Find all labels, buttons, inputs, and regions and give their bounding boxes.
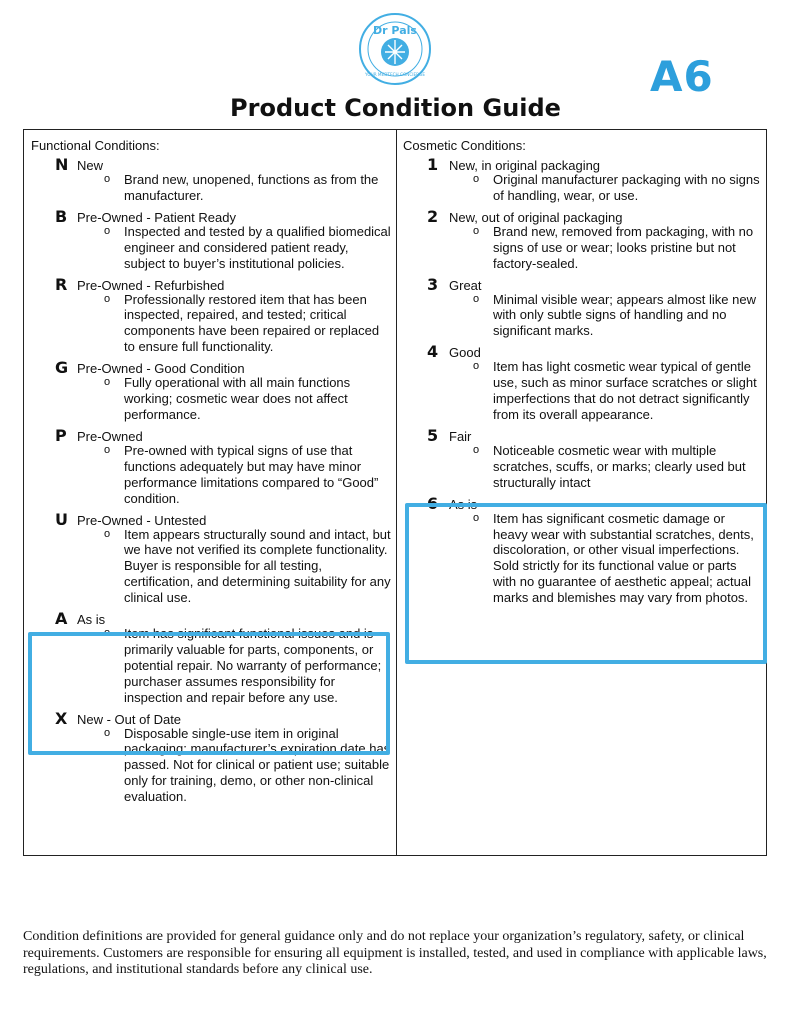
code-letter-text: G — [55, 358, 69, 378]
cosmetic-entry-1 — [403, 155, 763, 204]
cosmetic-entry-5 — [403, 426, 763, 491]
condition-code-letter — [31, 155, 77, 174]
condition-description — [473, 172, 765, 204]
condition-label: New, in original packaging — [449, 158, 601, 173]
description-text: Minimal visible wear; appears almost like new with only subtle signs of handling and no significant marks. — [493, 291, 756, 339]
bullet-icon: o — [473, 360, 480, 373]
logo-text: Dr Pals — [373, 24, 417, 37]
condition-description — [104, 442, 394, 507]
bullet-icon: o — [473, 224, 480, 237]
functional-entry-b — [31, 207, 389, 272]
condition-description — [104, 172, 394, 204]
entry-head — [403, 155, 763, 172]
description-text: Item has significant cosmetic damage or heavy wear with substantial scratches, dents, discoloration, or other visual imperfections. Sold strictly for its functional value or parts with no guarantee of aesthetic appeal; actual marks and blemishes may vary from photos. — [493, 510, 754, 606]
functional-entry-g — [31, 358, 389, 423]
entry-head — [403, 342, 763, 362]
condition-label: New - Out of Date — [77, 711, 182, 727]
condition-label: Pre-Owned - Good Condition — [77, 361, 245, 377]
condition-description — [473, 442, 765, 491]
condition-code-letter — [403, 342, 449, 361]
condition-code-letter — [31, 609, 77, 628]
bullet-icon: o — [473, 173, 480, 185]
condition-label: Great — [449, 277, 482, 293]
entry-head — [403, 207, 763, 224]
entry-head — [31, 609, 389, 629]
entry-head — [31, 207, 389, 224]
condition-description — [473, 359, 765, 423]
condition-label: Good — [449, 345, 481, 361]
condition-description — [104, 291, 394, 356]
code-letter-text: A — [55, 609, 68, 629]
condition-label: As is — [77, 612, 106, 628]
entry-head — [31, 275, 389, 292]
dr-pals-logo — [358, 12, 432, 86]
code-letter-text: R — [55, 274, 68, 294]
bullet-icon: o — [104, 376, 111, 389]
cosmetic-heading: Cosmetic Conditions: — [403, 138, 526, 153]
condition-description — [473, 291, 765, 340]
condition-label: New — [77, 158, 104, 173]
functional-highlight-box — [28, 632, 390, 755]
condition-description — [473, 223, 765, 272]
condition-description — [104, 223, 394, 272]
bullet-icon: o — [104, 292, 111, 305]
code-letter-text: N — [55, 155, 69, 174]
entry-head — [31, 358, 389, 378]
functional-entry-r — [31, 275, 389, 356]
description-text: Pre-owned with typical signs of use that functions adequately but may have minor performance limitations compared to “Good” condition. — [124, 442, 379, 506]
condition-code-letter — [31, 510, 77, 529]
functional-entry-p — [31, 426, 389, 507]
code-letter-text: 3 — [427, 274, 439, 294]
functional-entry-u — [31, 510, 389, 607]
bullet-icon: o — [104, 726, 111, 739]
condition-description — [104, 526, 394, 607]
condition-description — [104, 375, 394, 423]
bullet-icon: o — [104, 224, 111, 237]
code-letter-text: 5 — [427, 425, 439, 445]
condition-code-letter — [31, 207, 77, 226]
description-text: Brand new, removed from packaging, with no signs of use or wear; looks pristine but not factory-sealed. — [493, 223, 754, 271]
description-text: Item has light cosmetic wear typical of gentle use, such as minor surface scratches or slight imperfections that do not detract significantly from its overall appearance. — [493, 359, 757, 422]
condition-code-letter — [31, 275, 77, 294]
condition-label: Pre-Owned - Refurbished — [77, 277, 225, 293]
cosmetic-highlight-box — [405, 503, 767, 664]
condition-code-letter — [31, 426, 77, 445]
description-text: Item has significant functional issues and is primarily valuable for parts, components, or potential repair. No warranty of performance; purchaser assumes responsibility for inspection and repair before any use. — [124, 626, 382, 705]
entry-head — [31, 510, 389, 527]
bullet-icon: o — [104, 173, 111, 185]
condition-label: Pre-Owned — [77, 428, 143, 444]
code-letter-text: 2 — [427, 206, 439, 226]
code-letter-text: 6 — [427, 493, 439, 513]
code-letter-text: 4 — [427, 342, 439, 362]
column-divider — [396, 130, 397, 855]
entry-head — [403, 275, 763, 292]
bullet-icon: o — [473, 443, 480, 456]
code-letter-text: 1 — [427, 155, 439, 174]
disclaimer: Condition definitions are provided for general guidance only and do not replace your organization’s regulatory, safety, or clinical requirements. Customers are responsible for ensuring all equipment is installed, tested, and used in compliance with applicable laws, regulations, and institutional standards before any clinical use. — [23, 929, 767, 977]
condition-label: New, out of original packaging — [449, 209, 623, 225]
condition-code-letter — [403, 275, 449, 294]
description-text: Professionally restored item that has been inspected, repaired, and tested; critical components have been repaired or replaced to ensure full functionality. — [124, 291, 380, 355]
functional-entry-n — [31, 155, 389, 204]
cosmetic-entry-2 — [403, 207, 763, 272]
code-letter-text: X — [55, 708, 68, 728]
entry-head — [403, 426, 763, 443]
bullet-icon: o — [473, 292, 480, 305]
condition-label: Pre-Owned - Patient Ready — [77, 209, 236, 225]
condition-label: Fair — [449, 428, 472, 444]
bullet-icon: o — [104, 527, 111, 540]
condition-code-letter — [403, 155, 449, 174]
code-letter-text: U — [55, 509, 68, 529]
code-letter-text: B — [55, 206, 68, 226]
description-text: Original manufacturer packaging with no signs of handling, wear, or use. — [493, 172, 760, 203]
condition-label: As is — [449, 496, 478, 512]
bullet-icon: o — [104, 627, 111, 640]
functional-heading: Functional Conditions: — [31, 138, 160, 153]
condition-code-letter — [31, 358, 77, 377]
description-text: Brand new, unopened, functions as from the manufacturer. — [124, 172, 379, 203]
condition-code: A6 — [650, 52, 714, 101]
description-text: Fully operational with all main functions working; cosmetic wear does not affect performance. — [124, 375, 351, 422]
description-text: Item appears structurally sound and intact, but we have not verified its complete functionality. Buyer is responsible for all testing, certification, and determining suitability for any clinical use. — [124, 526, 391, 606]
cosmetic-entry-4 — [403, 342, 763, 423]
bullet-icon: o — [104, 443, 111, 456]
code-letter-text: P — [55, 425, 67, 445]
page-title: Product Condition Guide — [230, 94, 561, 122]
condition-code-letter — [403, 207, 449, 226]
condition-code-letter — [403, 426, 449, 445]
description-text: Noticeable cosmetic wear with multiple scratches, scuffs, or marks; clearly used but structurally intact — [493, 442, 746, 490]
condition-label: Pre-Owned - Untested — [77, 512, 207, 528]
description-text: Disposable single-use item in original packaging; manufacturer’s expiration date has passed. Not for clinical or patient use; suitable only for training, demo, or other non-clinical evaluation. — [124, 725, 391, 805]
cosmetic-entry-3 — [403, 275, 763, 340]
description-text: Inspected and tested by a qualified biomedical engineer and considered patient ready, subject to buyer’s institutional policies. — [124, 223, 391, 271]
logo-tagline: YOUR MEDTECH CONCIERGE — [365, 72, 425, 77]
entry-head — [31, 426, 389, 443]
entry-head — [31, 155, 389, 172]
bullet-icon: o — [473, 511, 480, 524]
